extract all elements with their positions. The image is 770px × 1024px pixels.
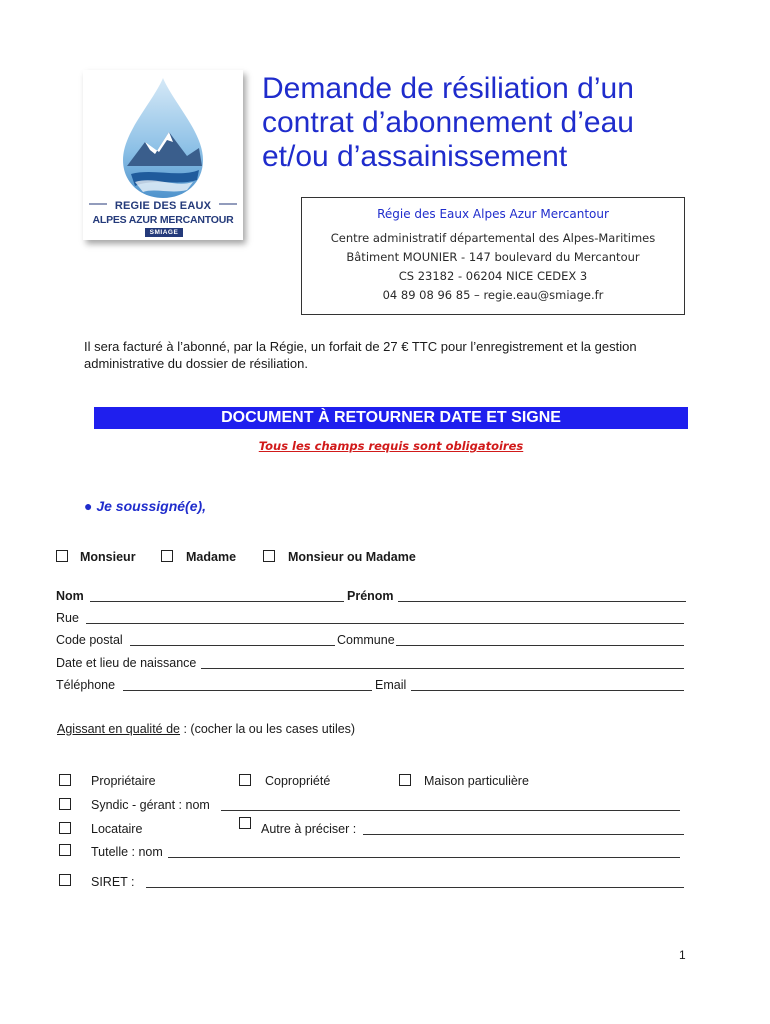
address-line-1: Centre administratif départemental des Alpes-Maritimes (330, 231, 656, 245)
nom-input[interactable] (90, 601, 344, 602)
label-telephone: Téléphone (56, 678, 116, 692)
label-madame: Madame (186, 550, 237, 564)
syndic-input[interactable] (221, 810, 680, 811)
label-nom: Nom (56, 589, 84, 603)
checkbox-syndic[interactable] (59, 798, 71, 810)
siret-input[interactable] (146, 887, 684, 888)
checkbox-autre[interactable] (239, 817, 251, 829)
address-line-4: 04 89 08 96 85 – regie.eau@smiage.fr (382, 288, 604, 302)
checkbox-tutelle[interactable] (59, 844, 71, 856)
logo-tag: SMIAGE (145, 228, 183, 237)
title-line-1: Demande de résiliation d’un (262, 72, 634, 105)
label-locataire: Locataire (91, 822, 143, 836)
required-note: Tous les champs requis sont obligatoires (258, 439, 524, 453)
label-copropriete: Copropriété (265, 774, 331, 788)
checkbox-siret[interactable] (59, 874, 71, 886)
checkbox-monsieur[interactable] (56, 550, 68, 562)
address-line-3: CS 23182 - 06204 NICE CEDEX 3 (398, 269, 588, 283)
section-heading: ● Je soussigné(e), (84, 498, 207, 514)
checkbox-madame[interactable] (161, 550, 173, 562)
telephone-input[interactable] (123, 690, 372, 691)
label-monsieur: Monsieur (80, 550, 136, 564)
naissance-input[interactable] (201, 668, 684, 669)
checkbox-maison[interactable] (399, 774, 411, 786)
organization-name: Régie des Eaux Alpes Azur Mercantour (377, 207, 609, 221)
label-tutelle: Tutelle : nom (91, 845, 163, 859)
autre-input[interactable] (363, 834, 684, 835)
label-rue: Rue (56, 611, 79, 625)
label-monsieur-ou-madame: Monsieur ou Madame (288, 550, 416, 564)
checkbox-monsieur-ou-madame[interactable] (263, 550, 275, 562)
label-proprietaire: Propriétaire (91, 774, 156, 788)
rue-input[interactable] (86, 623, 684, 624)
address-line-2: Bâtiment MOUNIER - 147 boulevard du Mercantour (346, 250, 640, 264)
label-siret: SIRET : (91, 875, 135, 889)
label-code-postal: Code postal (56, 633, 123, 647)
regie-logo (83, 70, 243, 240)
email-input[interactable] (411, 690, 684, 691)
agissant-label (57, 722, 355, 736)
address-box (301, 197, 685, 315)
title-line-2: contrat d’abonnement d’eau (262, 106, 634, 139)
fee-notice: Il sera facturé à l’abonné, par la Régie, un forfait de 27 € TTC pour l’enregistrement et la gestion administrative du dossier de résiliation. (84, 339, 637, 371)
label-autre: Autre à préciser : (261, 822, 357, 836)
title-line-3: et/ou d’assainissement (262, 140, 568, 173)
page-title (262, 72, 722, 174)
label-syndic: Syndic - gérant : nom (91, 798, 210, 812)
agissant-underlined: Agissant en qualité de (57, 722, 181, 736)
label-maison: Maison particulière (424, 774, 529, 788)
tutelle-input[interactable] (168, 857, 680, 858)
page-number: 1 (679, 948, 686, 962)
return-banner: DOCUMENT À RETOURNER DATE ET SIGNE (94, 407, 688, 429)
checkbox-proprietaire[interactable] (59, 774, 71, 786)
agissant-hint: : (cocher la ou les cases utiles) (180, 722, 356, 736)
logo-line2: ALPES AZUR MERCANTOUR (92, 214, 234, 226)
commune-input[interactable] (396, 645, 684, 646)
label-prenom: Prénom (347, 589, 394, 603)
code-postal-input[interactable] (130, 645, 335, 646)
checkbox-locataire[interactable] (59, 822, 71, 834)
label-email: Email (375, 678, 407, 692)
label-naissance: Date et lieu de naissance (56, 656, 197, 670)
checkbox-copropriete[interactable] (239, 774, 251, 786)
logo-line1: REGIE DES EAUX (114, 200, 212, 212)
label-commune: Commune (337, 633, 395, 647)
prenom-input[interactable] (398, 601, 686, 602)
